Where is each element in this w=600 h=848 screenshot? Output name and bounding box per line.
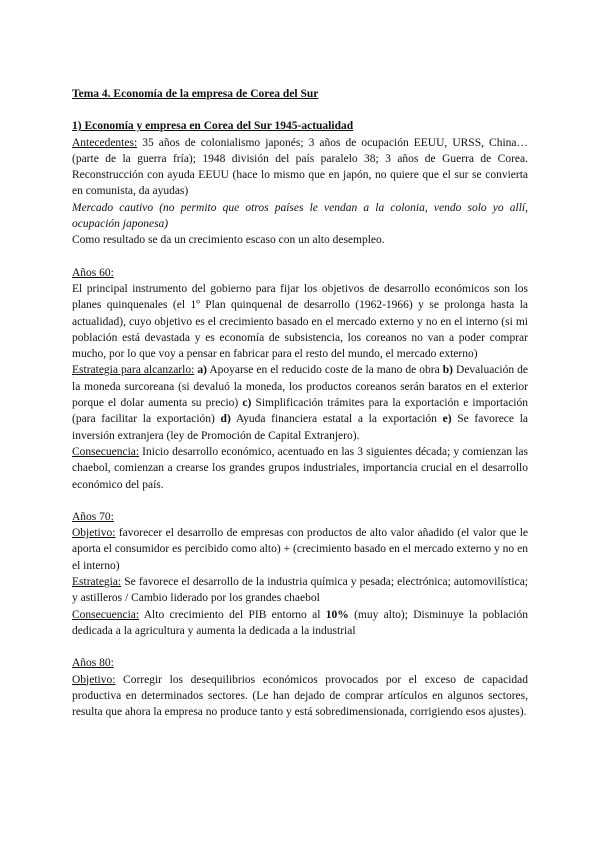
objetivo-label: Objetivo:: [72, 527, 116, 540]
spacer: [72, 249, 528, 265]
consecuencia-label: Consecuencia:: [72, 608, 140, 621]
consecuencia-text-part1: Alto crecimiento del PIB entorno al: [139, 608, 326, 621]
resultado-paragraph: Como resultado se da un crecimiento escaso con un alto desempleo.: [72, 234, 385, 247]
antecedentes-text: 35 años de colonialismo japonés; 3 años de ocupación EEUU, URSS, China… (parte de la guerra fría); 1948 división del país paralelo 38; 3 años de Guerra de Corea. Reconstrucción con ayuda EEUU (hace lo mismo que en japón, no quiere que el sur se convierta en comunista, da ayudas): [72, 136, 528, 198]
estrategia-label: Estrategia para alcanzarlo:: [72, 364, 195, 377]
title-text: Tema 4. Economía de la empresa de Corea del Sur: [72, 88, 319, 100]
estrategia-text: Se favorece el desarrollo de la industria química y pesada; electrónica; automovilística; y astilleros / Cambio liderado por los grandes chaebol: [72, 576, 528, 605]
item-e-label: e): [442, 413, 452, 426]
spacer: [72, 639, 528, 655]
anos70-heading-text: Años 70:: [72, 510, 114, 523]
document-title: [72, 86, 528, 102]
item-b-text: Devaluación de la moneda surcoreana (si devaluó la moneda, los productos coreanos serán baratos en el exterior porque el dolar aumenta su precio): [72, 364, 529, 410]
objetivo-text: Corregir los desequilibrios económicos provocados por el exceso de capacidad productiva en determinados sectores. (Le han dejado de comprar artículos en algunos sectores, resulta que ahora la empresa no produce tanto y está sobredimensionada, corrigiendo esos ajustes).: [72, 673, 528, 719]
anos80-heading-text: Años 80:: [72, 657, 114, 670]
anos60-heading: [72, 265, 528, 281]
item-d-text: Ayuda financiera estatal a la exportación: [230, 413, 443, 426]
item-b-label: b): [442, 364, 453, 377]
anos70-estrategia-paragraph: [72, 574, 528, 607]
section1-heading-text: 1) Economía y empresa en Corea del Sur 1945-actualidad: [72, 120, 354, 133]
item-e-text: Se favorece la inversión extranjera (ley de Promoción de Capital Extranjero).: [72, 413, 528, 442]
consecuencia-text: Inicio desarrollo económico, acentuado en las 3 siguientes década; y comienzan las chaebol, comienzan a crearse los grandes grupos industriales, importancia crucial en el desarrollo económico del país.: [72, 445, 528, 491]
consecuencia-percent: 10%: [325, 608, 349, 621]
item-d-label: d): [220, 413, 231, 426]
item-c-text: Simplificación trámites para la exportación e importación (para facilitar la exportación): [72, 397, 528, 426]
document-body: [72, 86, 528, 720]
estrategia-label: Estrategia:: [72, 576, 122, 589]
anos80-heading: [72, 655, 528, 671]
antecedentes-paragraph: [72, 135, 528, 200]
mercado-cautivo-paragraph: Mercado cautivo (no permito que otros países le vendan a la colonia, vendo solo yo allí, ocupación japonesa): [72, 201, 528, 231]
item-c-label: c): [242, 397, 252, 410]
anos60-estrategia-paragraph: [72, 362, 528, 443]
spacer: [72, 102, 528, 118]
spacer: [72, 493, 528, 509]
anos60-consecuencia-paragraph: [72, 444, 528, 493]
anos70-objetivo-paragraph: [72, 525, 528, 574]
anos60-intro-paragraph: El principal instrumento del gobierno para fijar los objetivos de desarrollo económicos son los planes quinquenales (el 1º Plan quinquenal de desarrollo (1962-1966) y se prolonga hasta la actualidad), cuyo objetivo es el crecimiento basado en el mercado externo y no en el interno (si mi población está devastada y es economía de subsistencia, los coreanos no van a poder comprar mucho, por lo que voy a pensar en fabricar para el resto del mundo, el mercado externo): [72, 282, 528, 361]
antecedentes-label: Antecedentes:: [72, 136, 138, 149]
section1-heading: [72, 118, 528, 134]
consecuencia-label: Consecuencia:: [72, 445, 140, 458]
item-a-text: Apoyarse en el reducido coste de la mano de obra: [206, 364, 443, 377]
anos60-heading-text: Años 60:: [72, 266, 114, 279]
item-a-label: a): [197, 364, 207, 377]
anos80-objetivo-paragraph: [72, 672, 528, 721]
objetivo-text: favorecer el desarrollo de empresas con productos de alto valor añadido (el valor que le aporta el consumidor es percibido como alto) + (crecimiento basado en el mercado externo y no en el interno): [72, 527, 528, 572]
anos70-consecuencia-paragraph: [72, 607, 528, 640]
anos70-heading: [72, 509, 528, 525]
objetivo-label: Objetivo:: [72, 673, 116, 686]
consecuencia-text-part2: (muy alto); Disminuye la población dedicada a la agricultura y aumenta la dedicada a la industrial: [72, 608, 528, 637]
